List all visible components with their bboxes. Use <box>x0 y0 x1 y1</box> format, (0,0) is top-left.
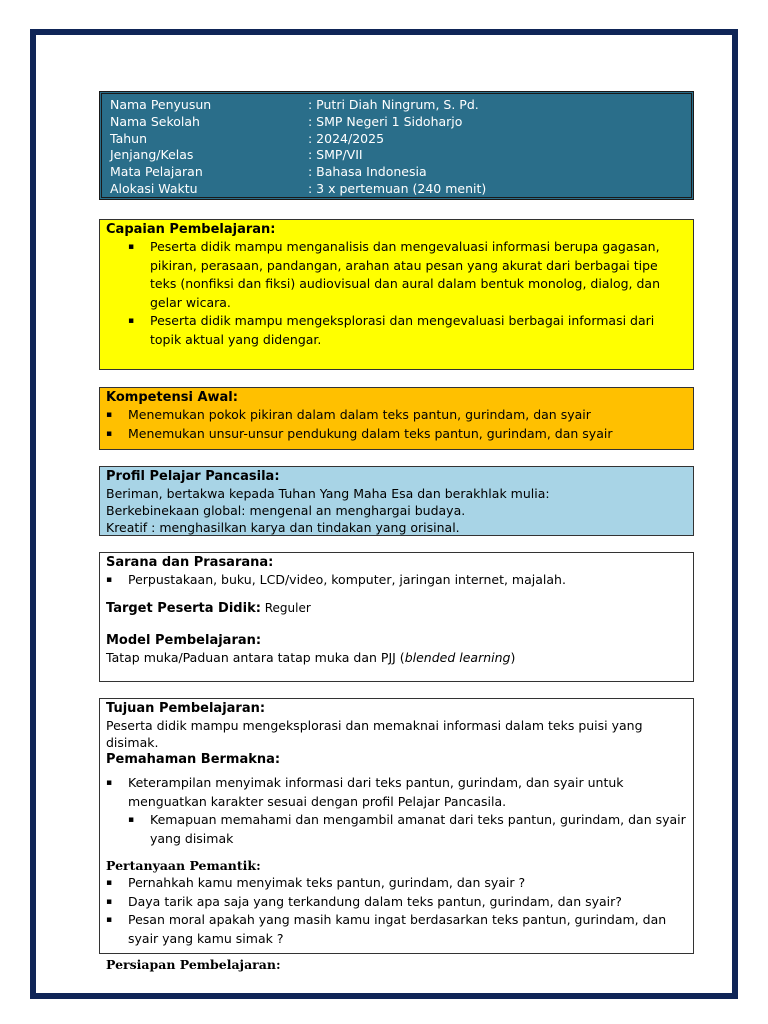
bullet-icon: ▪ <box>106 428 113 439</box>
profil-title: Profil Pelajar Pancasila: <box>106 469 280 484</box>
profil-line: Berkebinekaan global: mengenal an menghargai budaya. <box>106 503 466 518</box>
pertanyaan-item-text: Pesan moral apakah yang masih kamu ingat berdasarkan teks pantun, gurindam, dan syair yang kamu simak ? <box>128 912 667 946</box>
kompetensi-item-text: Menemukan unsur-unsur pendukung dalam teks pantun, gurindam, dan syair <box>128 425 613 441</box>
sarana-title: Sarana dan Prasarana: <box>106 555 274 570</box>
model-text <box>106 649 687 666</box>
pertanyaan-item-text: Pernahkah kamu menyimak teks pantun, gurindam, dan syair ? <box>128 875 526 890</box>
capaian-item-text: Peserta didik mampu mengeksplorasi dan mengevaluasi berbagai informasi dari topik aktual yang didengar. <box>150 313 655 347</box>
capaian-section <box>99 219 694 370</box>
identity-key: Alokasi Waktu <box>110 180 198 196</box>
identity-value: : Putri Diah Ningrum, S. Pd. <box>308 97 479 112</box>
pemahaman-sub-text: Kemapuan memahami dan mengambil amanat dari teks pantun, gurindam, dan syair yang disimak <box>150 812 686 846</box>
identity-row <box>110 147 683 164</box>
bullet-icon: ▪ <box>128 316 135 326</box>
identity-key: Jenjang/Kelas <box>110 147 194 163</box>
bullet-icon: ▪ <box>106 896 113 907</box>
profil-section <box>99 466 694 536</box>
list-item <box>106 893 687 912</box>
bullet-icon: ▪ <box>128 815 135 825</box>
tujuan-section <box>99 698 694 972</box>
list-item <box>106 571 687 590</box>
tujuan-text: Peserta didik mampu mengeksplorasi dan memaknai informasi dalam teks puisi yang disimak. <box>106 718 643 750</box>
identity-row <box>110 97 683 114</box>
list-item <box>106 911 687 948</box>
identity-row <box>110 164 683 181</box>
identity-table <box>99 91 694 200</box>
identity-value: : SMP/VII <box>308 147 363 163</box>
identity-key: Nama Penyusun <box>110 97 212 112</box>
kompetensi-title: Kompetensi Awal: <box>106 390 238 405</box>
model-text-a: Tatap muka/Paduan antara tatap muka dan PJJ ( <box>106 649 405 665</box>
pertanyaan-item-text: Daya tarik apa saja yang terkandung dalam teks pantun, gurindam, dan syair? <box>128 893 622 909</box>
identity-row <box>110 181 683 198</box>
identity-value: : Bahasa Indonesia <box>308 164 427 180</box>
model-text-c: ) <box>510 649 516 665</box>
identity-row <box>110 114 683 131</box>
list-item <box>106 406 687 425</box>
bullet-icon: ▪ <box>106 575 113 585</box>
model-text-italic: blended learning <box>404 649 511 665</box>
list-item <box>106 238 687 312</box>
pertanyaan-title: Pertanyaan Pemantik: <box>106 858 261 873</box>
profil-line: Kreatif : menghasilkan karya dan tindakan yang orisinal. <box>106 520 460 535</box>
capaian-item-text: Peserta didik mampu menganalisis dan mengevaluasi informasi berupa gagasan, pikiran, perasaan, pandangan, arahan atau pesan yang akurat dari berbagai tipe teks (nonfiksi dan fiksi) audiovisual dan aural dalam bentuk monolog, dialog, dan gelar wicara. <box>150 239 661 310</box>
list-item <box>106 774 687 811</box>
identity-row <box>110 131 683 148</box>
model-title: Model Pembelajaran: <box>106 632 262 648</box>
list-item <box>106 312 687 349</box>
list-item <box>106 874 687 893</box>
capaian-title: Capaian Pembelajaran: <box>106 222 276 237</box>
target-label: Target Peserta Didik: <box>106 600 261 616</box>
pemahaman-title: Pemahaman Bermakna: <box>106 752 281 767</box>
identity-key: Mata Pelajaran <box>110 164 203 180</box>
identity-value: : SMP Negeri 1 Sidoharjo <box>308 113 463 129</box>
target-value: Reguler <box>260 600 311 615</box>
sarana-item-text: Perpustakaan, buku, LCD/video, komputer, jaringan internet, majalah. <box>128 572 566 587</box>
bullet-icon: ▪ <box>128 242 135 252</box>
sarana-section <box>99 552 694 682</box>
pemahaman-item-text: Keterampilan menyimak informasi dari teks pantun, gurindam, dan syair untuk menguatkan karakter sesuai dengan profil Pelajar Pancasila. <box>128 775 624 809</box>
identity-key: Nama Sekolah <box>110 113 200 129</box>
bullet-icon: ▪ <box>106 410 113 420</box>
target-line <box>106 599 687 617</box>
bullet-icon: ▪ <box>106 778 113 788</box>
persiapan-title: Persiapan Pembelajaran: <box>106 957 281 972</box>
kompetensi-section <box>99 387 694 450</box>
bullet-icon: ▪ <box>106 878 113 888</box>
list-item <box>106 425 687 444</box>
profil-line: Beriman, bertakwa kepada Tuhan Yang Maha Esa dan berakhlak mulia: <box>106 486 550 501</box>
bullet-icon: ▪ <box>106 915 113 925</box>
kompetensi-item-text: Menemukan pokok pikiran dalam dalam teks pantun, gurindam, dan syair <box>128 407 591 422</box>
list-item <box>106 811 687 848</box>
identity-key: Tahun <box>110 130 147 146</box>
tujuan-title: Tujuan Pembelajaran: <box>106 701 266 716</box>
identity-value: : 3 x pertemuan (240 menit) <box>308 180 487 196</box>
identity-value: : 2024/2025 <box>308 130 385 146</box>
